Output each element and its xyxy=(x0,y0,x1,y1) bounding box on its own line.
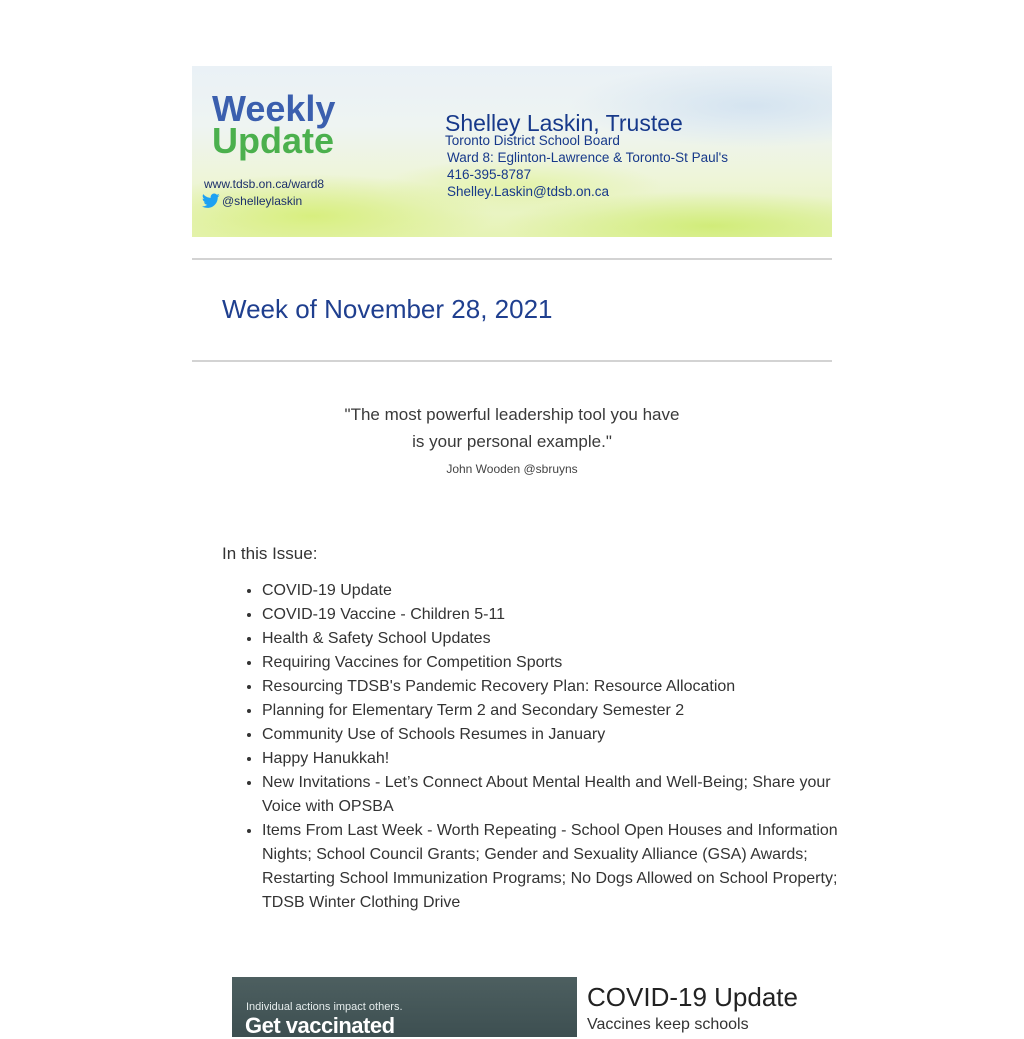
trustee-name: Shelley Laskin, Trustee xyxy=(445,110,683,136)
email-link[interactable]: Shelley.Laskin@tdsb.on.ca xyxy=(447,184,610,199)
quote-line-1: "The most powerful leadership tool you have xyxy=(344,405,680,424)
issue-item[interactable]: • Health & Safety School Updates xyxy=(262,627,852,651)
board-name: Toronto District School Board xyxy=(445,133,620,148)
issue-item[interactable]: • Happy Hanukkah! xyxy=(262,747,852,771)
ward-website-link[interactable]: www.tdsb.on.ca/ward8 xyxy=(204,177,325,191)
banner-title-update: Update xyxy=(212,120,335,161)
divider-top xyxy=(192,258,832,260)
banner-title-weekly: Weekly xyxy=(212,88,336,129)
twitter-link[interactable] xyxy=(202,193,302,209)
issue-item[interactable]: • COVID-19 Vaccine - Children 5-11 xyxy=(262,603,852,627)
issue-list xyxy=(222,579,852,915)
issue-item[interactable]: • Items From Last Week - Worth Repeating - School Open Houses and Information Nights; School Council Grants; Gender and Sexuality Alliance (GSA) Awards; Restarting School Immunization Programs; No Dogs Allowed on School Property; TDSB Winter Clothing Drive xyxy=(262,819,852,915)
promo-caption: Individual actions impact others. xyxy=(246,1001,403,1013)
issue-item[interactable]: • Resourcing TDSB's Pandemic Recovery Plan: Resource Allocation xyxy=(262,675,852,699)
divider-bottom xyxy=(192,360,832,362)
issue-item[interactable]: • Planning for Elementary Term 2 and Secondary Semester 2 xyxy=(262,699,852,723)
quote-author: John Wooden @sbruyns xyxy=(446,462,578,476)
vaccination-promo-image xyxy=(232,977,577,1037)
covid-update-body: Vaccines keep schools xyxy=(587,1016,749,1033)
header-banner xyxy=(192,66,832,237)
phone-number: 416-395-8787 xyxy=(447,167,532,182)
issue-heading: In this Issue: xyxy=(222,544,318,563)
issue-item[interactable]: • Requiring Vaccines for Competition Sports xyxy=(262,651,852,675)
issue-item[interactable]: • New Invitations - Let’s Connect About Mental Health and Well-Being; Share your Voice with OPSBA xyxy=(262,771,852,819)
issue-item[interactable]: • COVID-19 Update xyxy=(262,579,852,603)
ward-name: Ward 8: Eglinton-Lawrence & Toronto-St Paul's xyxy=(447,150,728,165)
twitter-handle: @shelleylaskin xyxy=(222,194,303,208)
quote-line-2: is your personal example." xyxy=(412,432,612,451)
promo-tagline: Get vaccinated xyxy=(245,1013,395,1038)
twitter-bird-icon xyxy=(202,193,220,209)
covid-update-heading: COVID-19 Update xyxy=(587,982,798,1012)
issue-item[interactable]: • Community Use of Schools Resumes in January xyxy=(262,723,852,747)
week-title: Week of November 28, 2021 xyxy=(222,294,553,324)
